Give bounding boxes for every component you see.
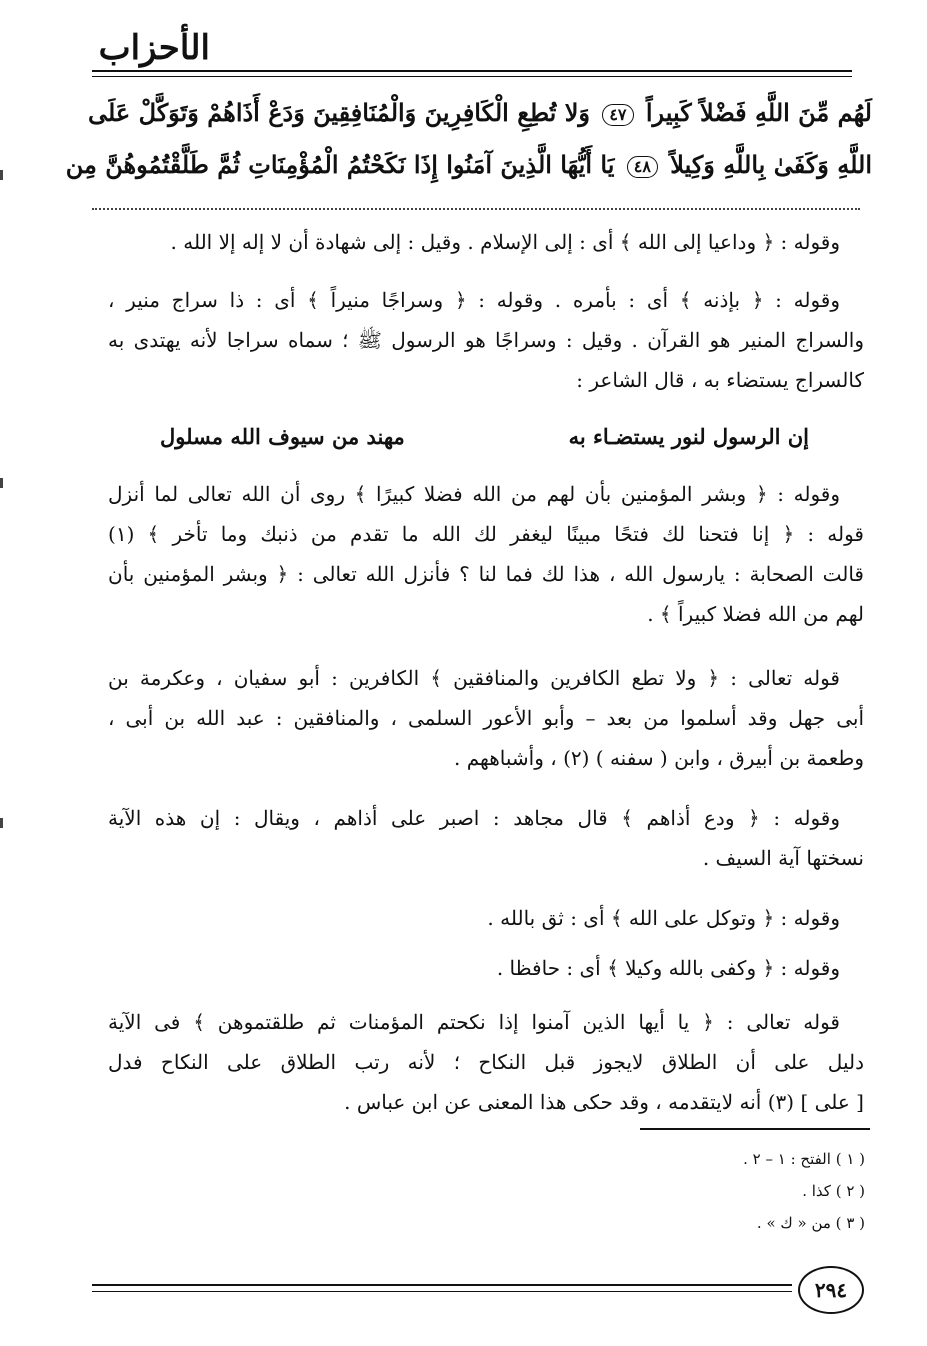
text-line: كالسراج يستضاء به ، قال الشاعر : xyxy=(576,368,864,392)
footer-rule-top xyxy=(92,1284,792,1286)
text-line: والسراج المنير هو القرآن . وقيل : وسراجًا هو الرسول ﷺ ؛ سماه سراجا لأنه يهتدى به xyxy=(108,328,864,352)
text-line: دليل على أن الطلاق لايجوز قبل النكاح ؛ لأنه رتب الطلاق على النكاح فدل xyxy=(108,1050,864,1074)
quran-verse-line-1 xyxy=(87,98,872,127)
commentary-paragraph xyxy=(108,1002,864,1122)
scan-edge-mark xyxy=(0,170,3,180)
scan-edge-mark xyxy=(0,478,3,488)
text-line: نسختها آية السيف . xyxy=(702,846,864,870)
quran-verse-line-2 xyxy=(65,150,872,179)
ayah-number-marker: ٤٨ xyxy=(627,156,658,178)
scan-edge-mark xyxy=(0,818,3,828)
ayah-number-marker: ٤٧ xyxy=(602,104,633,126)
verse-text: لَهُم مِّنَ اللَّهِ فَضْلاً كَبِيراً xyxy=(645,98,872,127)
poem-hemistich-right: إن الرسول لنور يستضـاء به xyxy=(568,424,809,449)
commentary-paragraph xyxy=(108,948,864,988)
text-line: وقوله : ﴿ وكفى بالله وكيلا ﴾ أى : حافظا . xyxy=(496,956,840,980)
footnote: ( ٢ ) كذا . xyxy=(802,1182,865,1200)
text-line: وقوله : ﴿ وداعيا إلى الله ﴾ أى : إلى الإسلام . وقيل : إلى شهادة أن لا إله إلا الله . xyxy=(170,230,840,254)
text-line: لهم من الله فضلا كبيراً ﴾ . xyxy=(647,602,864,626)
text-line: وقوله : ﴿ ودع أذاهم ﴾ قال مجاهد : اصبر على أذاهم ، ويقال : إن هذه الآية xyxy=(108,806,840,830)
verse-separator xyxy=(92,208,860,210)
header-rule-top xyxy=(92,70,852,72)
footer-rule-bottom xyxy=(92,1291,792,1292)
header-rule-bottom xyxy=(92,76,852,77)
text-line: [ على ] (٣) أنه لايتقدمه ، وقد حكى هذا المعنى عن ابن عباس . xyxy=(344,1090,864,1114)
verse-text: وَلا تُطِعِ الْكَافِرِينَ وَالْمُنَافِقِينَ وَدَعْ أَذَاهُمْ وَتَوَكَّلْ عَلَى xyxy=(87,98,590,127)
commentary-paragraph xyxy=(108,222,864,262)
commentary-paragraph xyxy=(108,658,864,778)
commentary-paragraph xyxy=(108,280,864,400)
text-line: قوله : ﴿ إنا فتحنا لك فتحًا مبينًا ليغفر لك الله ما تقدم من ذنبك وما تأخر ﴾ (١) xyxy=(108,522,864,546)
commentary-paragraph xyxy=(108,474,864,634)
footnote: ( ٣ ) من « ك » . xyxy=(756,1214,865,1232)
footnote-separator xyxy=(640,1128,870,1130)
text-line: وقوله : ﴿ وتوكل على الله ﴾ أى : ثق بالله . xyxy=(487,906,840,930)
text-line: قوله تعالى : ﴿ يا أيها الذين آمنوا إذا نكحتم المؤمنات ثم طلقتموهن ﴾ فى الآية xyxy=(108,1010,840,1034)
footnote: ( ١ ) الفتح : ١ – ٢ . xyxy=(743,1150,865,1168)
commentary-paragraph xyxy=(108,898,864,938)
text-line: أبى جهل وقد أسلموا من بعد – وأبو الأعور السلمى ، والمنافقين : عبد الله بن أبى ، xyxy=(108,706,864,730)
surah-header-title: الأحزاب xyxy=(98,28,210,68)
commentary-paragraph xyxy=(108,798,864,878)
page-number: ٢٩٤ xyxy=(798,1266,864,1314)
verse-text: اللَّهِ وَكَفَىٰ بِاللَّهِ وَكِيلاً xyxy=(670,150,872,179)
text-line: قالت الصحابة : يارسول الله ، هذا لك فما لنا ؟ فأنزل الله تعالى : ﴿ وبشر المؤمنين بأن xyxy=(108,562,864,586)
text-line: وقوله : ﴿ وبشر المؤمنين بأن لهم من الله فضلا كبيرًا ﴾ روى أن الله تعالى لما أنزل xyxy=(108,482,840,506)
text-line: وطعمة بن أبيرق ، وابن ( سفنه ) (٢) ، وأشباههم . xyxy=(454,746,864,770)
text-line: وقوله : ﴿ بإذنه ﴾ أى : بأمره . وقوله : ﴿ وسراجًا منيراً ﴾ أى : ذا سراج منير ، xyxy=(108,288,840,312)
text-line: قوله تعالى : ﴿ ولا تطع الكافرين والمنافقين ﴾ الكافرين : أبو سفيان ، وعكرمة بن xyxy=(108,666,840,690)
verse-text: يَا أَيُّهَا الَّذِينَ آمَنُوا إِذَا نَكَحْتُمُ الْمُؤْمِنَاتِ ثُمَّ طَلَّقْتُمُوهُنَّ مِن xyxy=(65,150,615,179)
poem-hemistich-left: مهند من سيوف الله مسلول xyxy=(160,424,405,449)
